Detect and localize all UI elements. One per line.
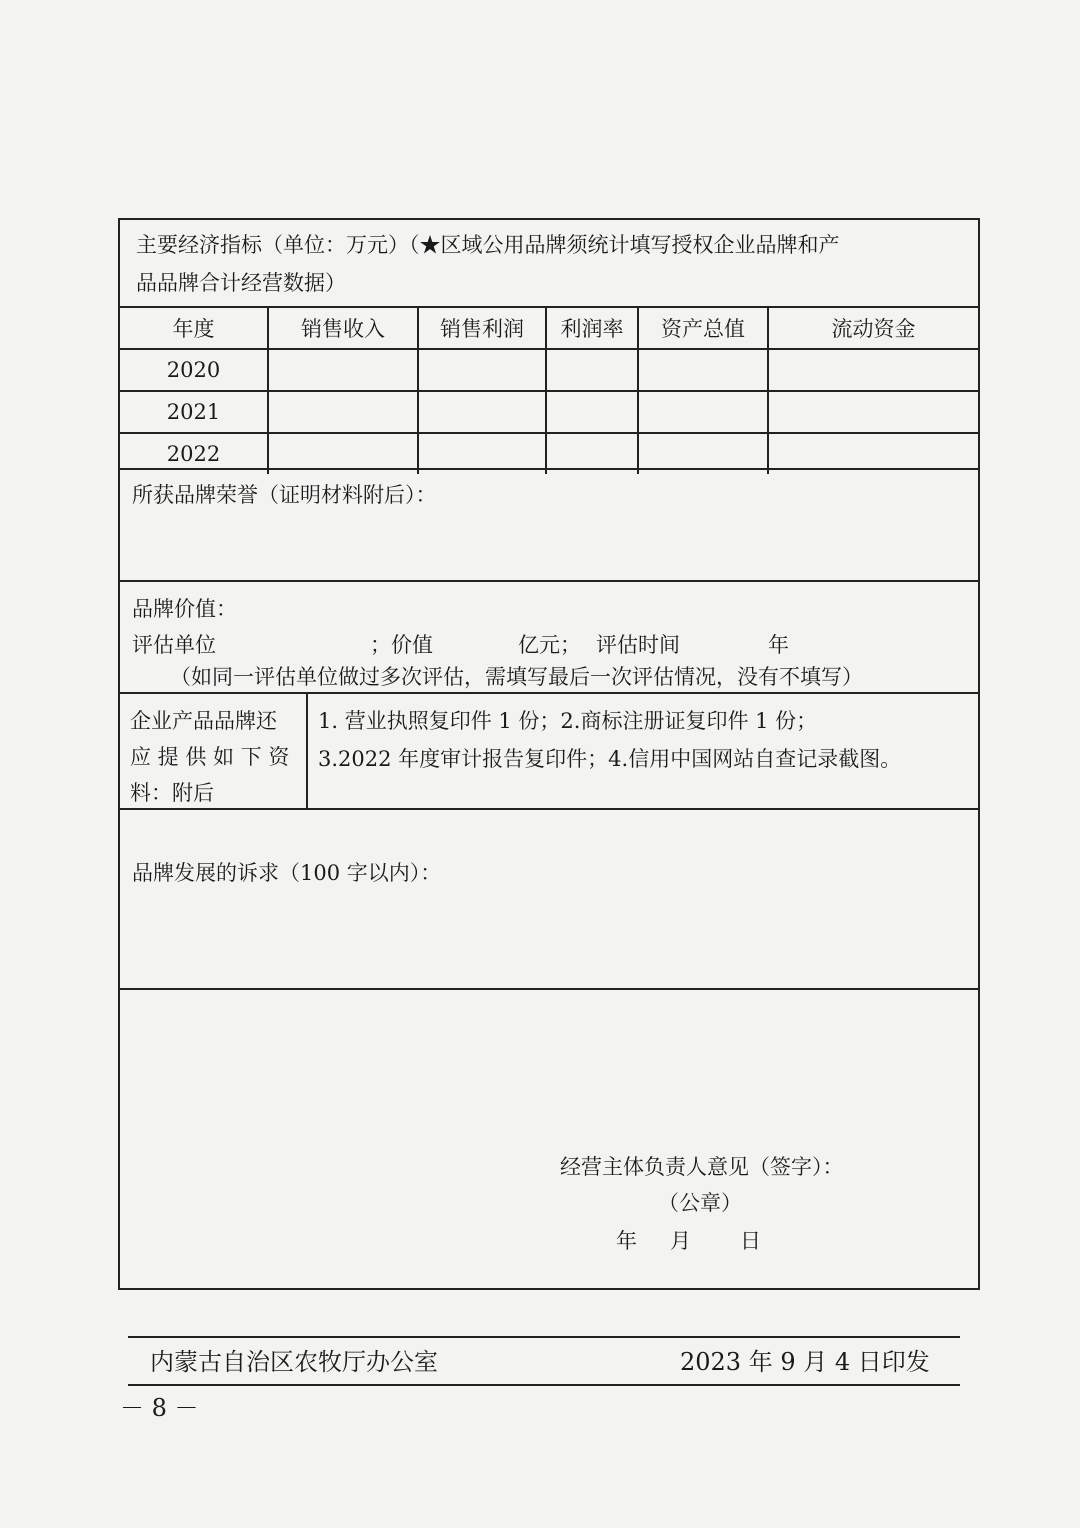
data-cell[interactable] — [768, 433, 978, 474]
value-label: ；价值 — [370, 633, 433, 657]
econ-heading-line1: 主要经济指标（单位：万元）（★区域公用品牌须统计填写授权企业品牌和产 — [136, 233, 840, 257]
seal-label: （公章） — [658, 1191, 742, 1215]
data-cell[interactable] — [268, 391, 418, 433]
brand-value-title: 品牌价值： — [132, 597, 237, 621]
eval-year-label: 年 — [768, 633, 789, 657]
footer-issuer: 内蒙古自治区农牧厅办公室 — [150, 1348, 438, 1376]
sign-month-label: 月 — [670, 1229, 691, 1253]
materials-item-line1: 1. 营业执照复印件 1 份；2.商标注册证复印件 1 份； — [318, 709, 818, 733]
data-cell[interactable] — [768, 349, 978, 391]
col-header-margin: 利润率 — [546, 308, 638, 349]
data-cell[interactable] — [638, 391, 768, 433]
econ-section — [120, 220, 978, 470]
econ-header-row — [120, 308, 978, 349]
sign-day-label: 日 — [740, 1229, 761, 1253]
col-header-assets: 资产总值 — [638, 308, 768, 349]
materials-label-line2: 应 提 供 如 下 资 — [130, 745, 290, 769]
year-cell: 2020 — [120, 349, 268, 391]
col-header-sales: 销售收入 — [268, 308, 418, 349]
opinion-label: 经营主体负责人意见（签字）： — [560, 1155, 844, 1179]
footer-date: 2023 年 9 月 4 日印发 — [680, 1348, 930, 1376]
data-cell[interactable] — [418, 433, 546, 474]
page-number: － 8 － — [120, 1394, 199, 1422]
materials-item-line2: 3.2022 年度审计报告复印件；4.信用中国网站自查记录截图。 — [318, 747, 902, 771]
table-row — [120, 349, 978, 391]
col-header-year: 年度 — [120, 308, 268, 349]
signature-section — [120, 990, 978, 1288]
materials-label-line1: 企业产品品牌还 — [130, 709, 277, 733]
brand-value-section — [120, 582, 978, 694]
data-cell[interactable] — [268, 349, 418, 391]
honors-section[interactable] — [120, 470, 978, 582]
data-cell[interactable] — [546, 433, 638, 474]
data-cell[interactable] — [546, 391, 638, 433]
col-header-profit: 销售利润 — [418, 308, 546, 349]
brand-value-note: （如同一评估单位做过多次评估，需填写最后一次评估情况，没有不填写） — [170, 665, 863, 689]
year-cell: 2022 — [120, 433, 268, 474]
application-form — [118, 218, 980, 1290]
data-cell[interactable] — [418, 349, 546, 391]
data-cell[interactable] — [638, 349, 768, 391]
appeal-label: 品牌发展的诉求（100 字以内）： — [132, 861, 442, 885]
materials-section — [120, 694, 978, 810]
footer-top-rule — [128, 1336, 960, 1338]
econ-heading-line2: 品品牌合计经营数据） — [136, 271, 346, 295]
footer-bottom-rule — [128, 1384, 960, 1386]
data-cell[interactable] — [268, 433, 418, 474]
col-header-funds: 流动资金 — [768, 308, 978, 349]
materials-label-line3: 料：附后 — [130, 781, 214, 805]
yi-yuan-label: 亿元； — [518, 633, 581, 657]
data-cell[interactable] — [546, 349, 638, 391]
data-cell[interactable] — [638, 433, 768, 474]
appeal-section[interactable] — [120, 810, 978, 990]
year-cell: 2021 — [120, 391, 268, 433]
data-cell[interactable] — [418, 391, 546, 433]
table-row — [120, 391, 978, 433]
eval-unit-label: 评估单位 — [132, 633, 216, 657]
eval-time-label: 评估时间 — [596, 633, 680, 657]
data-cell[interactable] — [768, 391, 978, 433]
honors-label: 所获品牌荣誉（证明材料附后）： — [132, 483, 437, 507]
econ-table — [120, 308, 978, 474]
sign-year-label: 年 — [616, 1229, 637, 1253]
table-row — [120, 433, 978, 474]
